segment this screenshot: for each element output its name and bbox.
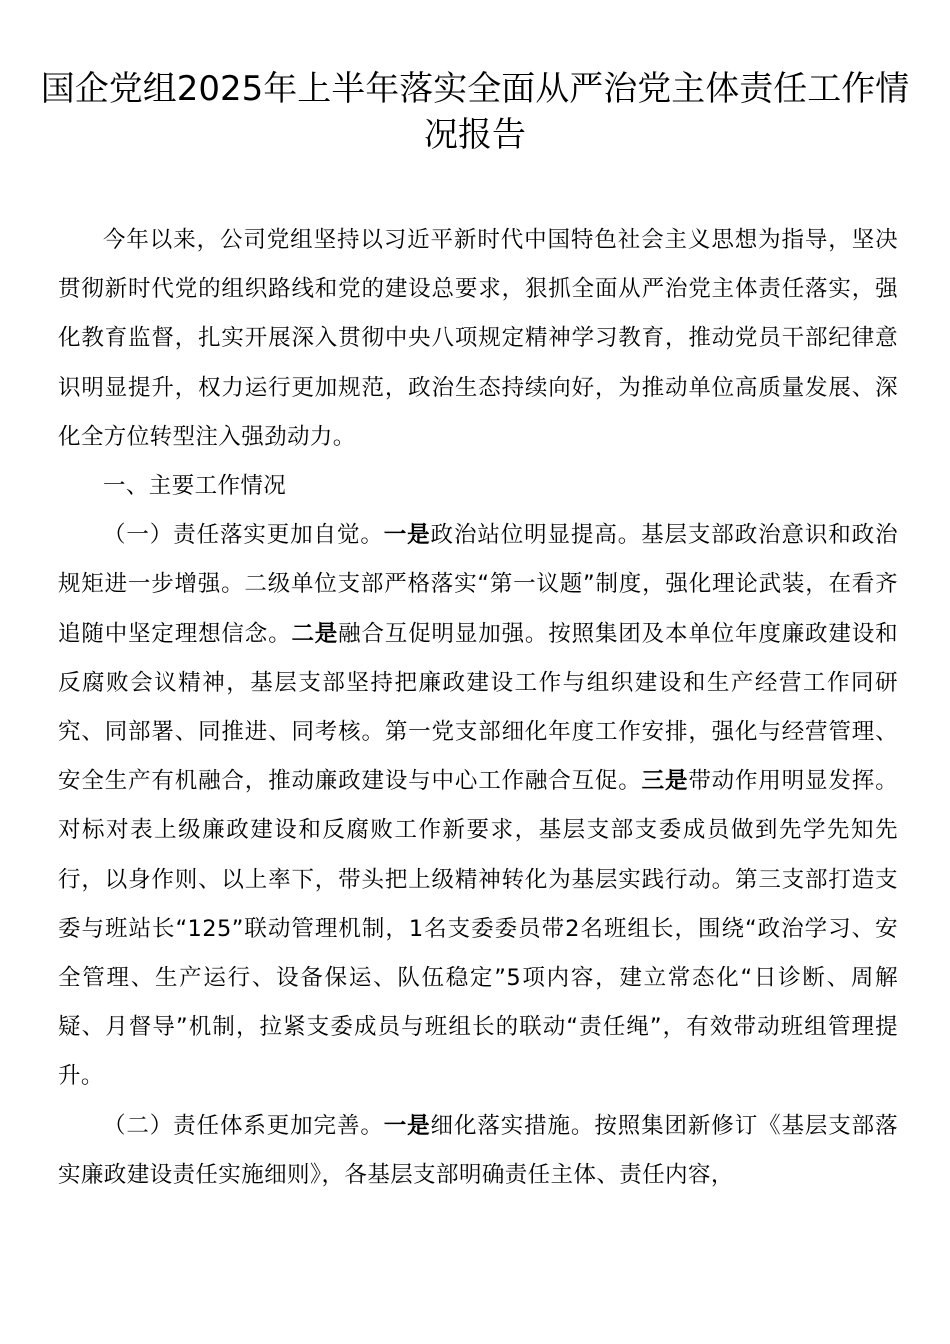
- section-1-text: 带动作用明显发挥。对标对表上级廉政建设和反腐败工作新要求，基层支部支委成员做到先学先知先行，以身作则、以上率下，带头把上级精神转化为基层实践行动。第三支部打造支委与班站长“125”联动管理机制，1名支委委员带2名班组长，围绕“政治学习、安全管理、生产运行、设备保运、队伍稳定”5项内容，建立常态化“日诊断、周解疑、月督导”机制，拉紧支委成员与班组长的联动“责任绳”，有效带动班组管理提升。: [58, 768, 898, 1090]
- section-1-paragraph: [58, 511, 898, 1101]
- section-1-text: 政治站位明显提高。基层支部政治意识和政治规矩进一步增强。二级单位支部严格落实“第一议题”制度，强化理论武装，在看齐追随中坚定理想信念。: [58, 522, 898, 647]
- bold-marker: 三是: [641, 768, 689, 795]
- bold-marker: 二是: [291, 620, 339, 647]
- bold-marker: 一是: [383, 522, 431, 549]
- bold-marker: 一是: [383, 1112, 431, 1139]
- section-2-text: 细化落实措施。按照集团新修订《基层支部落实廉政建设责任实施细则》，各基层支部明确责任主体、责任内容，: [58, 1112, 898, 1188]
- section-1-text: 融合互促明显加强。按照集团及本单位年度廉政建设和反腐败会议精神，基层支部坚持把廉政建设工作与组织建设和生产经营工作同研究、同部署、同推进、同考核。第一党支部细化年度工作安排，强化与经营管理、安全生产有机融合，推动廉政建设与中心工作融合互促。: [58, 620, 898, 795]
- section-heading: 一、主要工作情况: [103, 473, 287, 500]
- section-2-lead: （二）责任体系更加完善。: [103, 1112, 384, 1139]
- section-2-paragraph: [58, 1102, 898, 1200]
- section-1-lead: （一）责任落实更加自觉。: [103, 522, 384, 549]
- document-body: [58, 216, 898, 1200]
- document-title: 国企党组2025年上半年落实全面从严治党主体责任工作情况报告: [40, 69, 910, 155]
- intro-paragraph: 今年以来，公司党组坚持以习近平新时代中国特色社会主义思想为指导，坚决贯彻新时代党的组织路线和党的建设总要求，狠抓全面从严治党主体责任落实，强化教育监督，扎实开展深入贯彻中央八项规定精神学习教育，推动党员干部纪律意识明显提升，权力运行更加规范，政治生态持续向好，为推动单位高质量发展、深化全方位转型注入强劲动力。: [58, 227, 898, 450]
